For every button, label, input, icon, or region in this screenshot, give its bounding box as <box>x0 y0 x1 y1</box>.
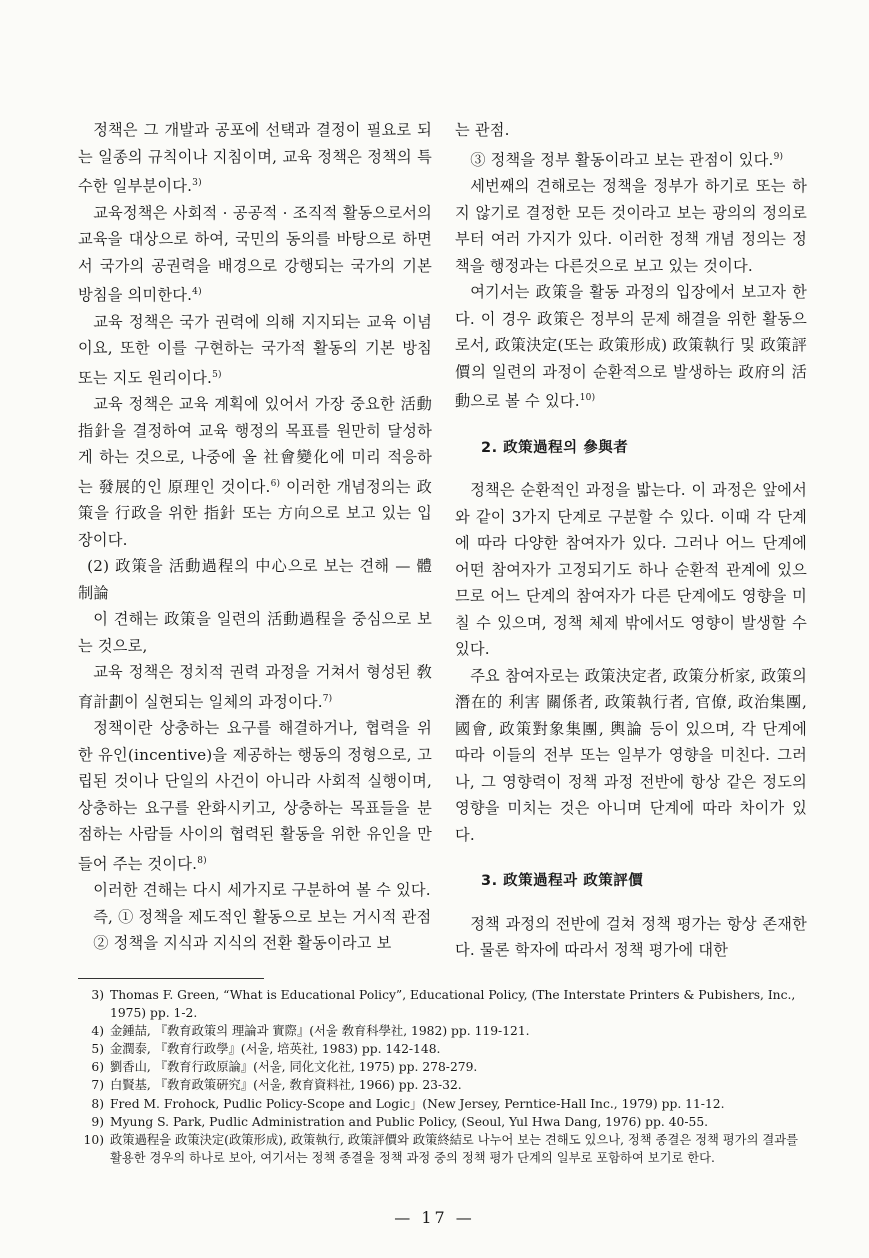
paragraph: 교육 정책은 교육 계획에 있어서 가장 중요한 活動指針을 결정하여 교육 행정의 목표를 원만히 달성하게 하는 것으로, 나중에 올 社會變化에 미리 적응하는 發展的인 原理인 것이다.$^{6)}$ 이러한 개념정의는 政策을 行政을 위한 指針 또는 方向으로 보고 있는 입장이다. <box>78 395 432 549</box>
footnote-divider <box>78 978 264 979</box>
paragraph: (2) 政策을 活動過程의 中心으로 보는 견해 — 體制論 <box>78 557 432 602</box>
footnote-ref: 3) <box>192 178 202 188</box>
paragraph: ③ 정책을 정부 활동이라고 보는 관점이 있다.$^{9)}$ <box>470 150 784 169</box>
footnote: 4) 金鍾喆, 『敎育政策의 理論과 實際』(서울 敎育科學社, 1982) pp. 119-121. <box>91 1024 530 1039</box>
paragraph: ② 정책을 지식과 지식의 전환 활동이라고 보 <box>93 934 392 953</box>
paragraph: 여기서는 政策을 활동 과정의 입장에서 보고자 한다. 이 경우 政策은 정부의 문제 해결을 위한 활동으로서, 政策決定(또는 政策形成) 政策執行 및 政策評價의 일련의 과정이 순환적으로 발생하는 政府의 活動으로 볼 수 있다.$^{10)}$ <box>455 283 807 411</box>
footnote-ref: 7) <box>322 693 333 704</box>
paragraph: 이러한 견해는 다시 세가지로 구분하여 볼 수 있다. <box>93 881 431 900</box>
left-column <box>78 117 432 957</box>
footnote-ref: 5) <box>212 369 222 380</box>
footnote-ref: 9) <box>773 151 784 162</box>
footnote-ref: 4) <box>192 287 202 298</box>
footnotes <box>78 986 810 1167</box>
paragraph: 즉, ① 정책을 제도적인 활동으로 보는 거시적 관점 <box>93 907 432 926</box>
paragraph: 교육 정책은 정치적 권력 과정을 거쳐서 형성된 敎育計劃이 실현되는 일체의 과정이다.$^{7)}$ <box>78 663 432 711</box>
footnote: 9) Myung S. Park, Pudlic Administration and Public Policy, (Seoul, Yul Hwa Dang, 1976) pp. 40-55. <box>91 1114 709 1129</box>
footnote: 5) 金潤泰, 『敎育行政學』(서울, 培英社, 1983) pp. 142-148. <box>91 1042 441 1057</box>
paragraph: 정책이란 상충하는 요구를 해결하거나, 협력을 위한 유인(incentive)을 제공하는 행동의 정형으로, 고립된 것이나 단일의 사건이 아니라 사회적 실행이며, 상충하는 요구를 완화시키고, 상충하는 목표들을 분점하는 사람들 사이의 협력된 활동을 위한 유인을 만들어 주는 것이다.$^{8)}$ <box>78 719 432 873</box>
footnote-ref: 8) <box>197 855 207 866</box>
footnote-ref: 10) <box>579 393 596 404</box>
paragraph: 교육정책은 사회적 · 공공적 · 조직적 활동으로서의 교육을 대상으로 하여, 국민의 동의를 바탕으로 하면서 국가의 공권력을 배경으로 강행되는 국가의 기본 방침을 의미한다.$^{4)}$ <box>78 203 432 305</box>
section-heading: 3. 政策過程과 政策評價 <box>481 873 644 890</box>
footnote: 10) 政策過程을 政策決定(政策形成), 政策執行, 政策評價와 政策終結로 나누어 보는 견해도 있으나, 정책 종결은 정책 평가의 결과를 활용한 경우의 하나로 보아, 여기서는 정책 종결을 정책 과정 중의 정책 평가 단계의 일부로 포함하여 보기로 한다. <box>83 1132 798 1165</box>
footnote: 7) 白賢基, 『敎育政策硏究』(서울, 敎育資料社, 1966) pp. 23-32. <box>91 1078 462 1093</box>
paragraph: 정책은 순환적인 과정을 밟는다. 이 과정은 앞에서와 같이 3가지 단계로 구분할 수 있다. 이때 각 단계에 따라 다양한 참여자가 있다. 그러나 어느 단계에 어떤 참여자가 고정되기도 하나 순환적 관계에 있으므로 어느 단계의 참여자가 다른 단계에도 영향을 미칠 수 있으며, 정책 체제 밖에서도 영향이 발생할 수 있다. <box>455 481 807 659</box>
paragraph: 정책은 그 개발과 공포에 선택과 결정이 필요로 되는 일종의 규칙이나 지침이며, 교육 정책은 정책의 특수한 일부분이다.$^{3)}$ <box>78 121 432 196</box>
footnote: 3) Thomas F. Green, “What is Educational Policy”, Educational Policy, (The Interstate Printers & Pubishers, Inc., 1975) pp. 1-2. <box>91 988 796 1021</box>
paragraph: 세번째의 견해로는 정책을 정부가 하기로 또는 하지 않기로 결정한 모든 것이라고 보는 광의의 정의로부터 여러 가지가 있다. 이러한 정책 개념 정의는 정책을 행정과는 다른것으로 보고 있는 것이다. <box>455 177 807 275</box>
section-heading: 2. 政策過程의 參與者 <box>481 439 629 456</box>
paragraph: 는 관점. <box>455 121 510 139</box>
paragraph: 정책 과정의 전반에 걸쳐 정책 평가는 항상 존재한다. 물론 학자에 따라서 정책 평가에 대한 <box>455 914 807 960</box>
paragraph: 주요 참여자로는 政策決定者, 政策分析家, 政策의 潛在的 利害 關係者, 政策執行者, 官僚, 政治集團, 國會, 政策對象集團, 輿論 등이 있으며, 각 단계에 따라 이들의 전부 또는 일부가 영향을 미친다. 그러나, 그 영향력이 정책 과정 전반에 항상 같은 정도의 영향을 미치는 것은 아니며 단계에 따라 차이가 있다. <box>455 666 807 844</box>
paragraph: 교육 정책은 국가 권력에 의해 지지되는 교육 이념이요, 또한 이를 구현하는 국가적 활동의 기본 방침 또는 지도 원리이다.$^{5)}$ <box>78 312 432 387</box>
footnote-ref: 6) <box>270 478 281 489</box>
paragraph: 이 견해는 政策을 일련의 活動過程을 중심으로 보는 것으로, <box>78 610 432 655</box>
right-column <box>455 117 807 964</box>
footnote: 6) 劉香山, 『敎育行政原論』(서울, 同化文化社, 1975) pp. 278-279. <box>91 1060 478 1075</box>
page-number: — 17 — <box>394 1208 475 1227</box>
footnote: 8) Fred M. Frohock, Pudlic Policy-Scope and Logic」(New Jersey, Perntice-Hall Inc., 1979) pp. 11-12. <box>91 1096 725 1111</box>
